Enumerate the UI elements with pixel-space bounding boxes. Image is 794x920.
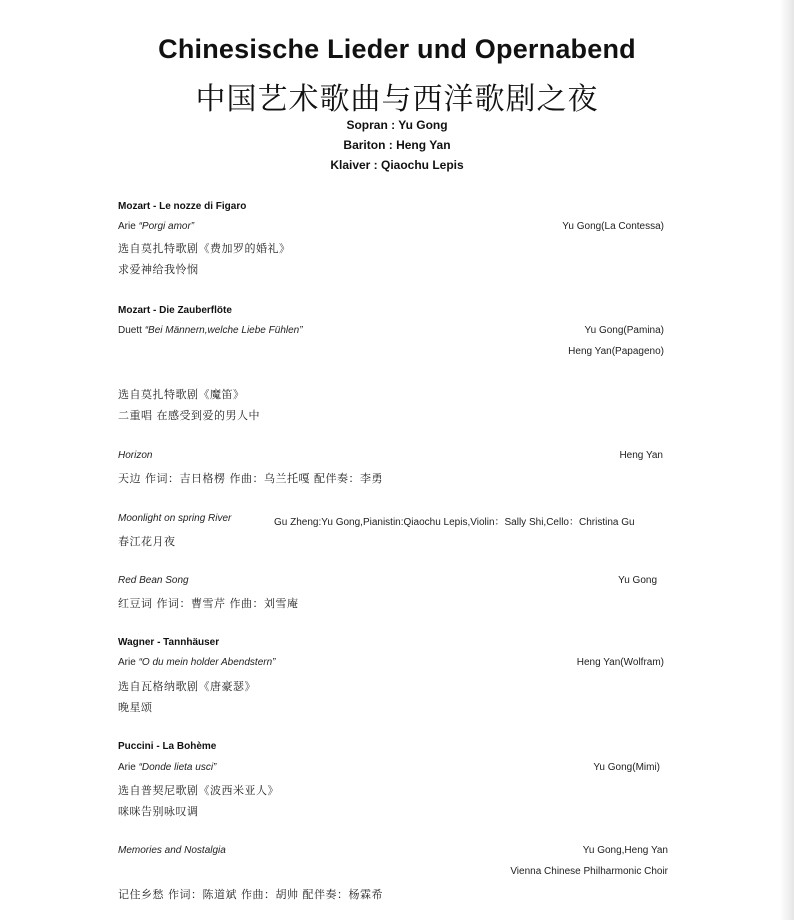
aria-name: “Porgi amor” [138,221,195,232]
chinese-description: 天边 作词：吉日格楞 作曲：乌兰托嘎 配伴奏：李勇 [118,472,383,485]
piece-title: Memories and Nostalgia [118,845,226,856]
piece-title: Arie “Porgi amor” [118,221,195,232]
performer: Heng Yan(Papageno) [568,346,664,357]
program-heading: Puccini - La Bohème [118,741,217,752]
piece-title: Arie “Donde lieta usci” [118,762,217,773]
chinese-subtitle: 求爱神给我怜悯 [118,263,199,276]
performer: Yu Gong(La Contessa) [562,221,664,232]
performer: Gu Zheng:Yu Gong,Pianistin:Qiaochu Lepis,Violin：Sally Shi,Cello：Christina Gu [274,517,635,528]
chinese-description: 选自普契尼歌剧《波西米亚人》 [118,784,279,797]
program-heading: Mozart - Die Zauberflöte [118,305,232,316]
chinese-description: 选自瓦格纳歌剧《唐豪瑟》 [118,680,256,693]
performer: Heng Yan [619,450,663,461]
chinese-description: 春江花月夜 [118,535,176,548]
chinese-subtitle: 咪咪告别咏叹调 [118,805,199,818]
piece-title: Moonlight on spring River [118,513,232,524]
performer: Vienna Chinese Philharmonic Choir [510,866,668,877]
program-heading: Wagner - Tannhäuser [118,637,220,648]
performer: Yu Gong(Mimi) [593,762,660,773]
credit-soprano: Sopran : Yu Gong [346,118,448,132]
piece-title: Horizon [118,450,153,461]
piece-title: Duett “Bei Männern,welche Liebe Fühlen” [118,325,303,336]
credit-piano: Klaiver : Qiaochu Lepis [330,158,464,172]
chinese-description: 红豆词 作词：曹雪芹 作曲：刘雪庵 [118,597,299,610]
performer: Yu Gong,Heng Yan [582,845,668,856]
credit-baritone: Bariton : Heng Yan [343,138,451,152]
aria-name: “O du mein holder Abendstern” [138,657,276,668]
aria-name: “Donde lieta usci” [138,762,217,773]
performer: Yu Gong [618,575,657,586]
chinese-description: 选自莫扎特歌剧《费加罗的婚礼》 [118,242,291,255]
program-heading: Mozart - Le nozze di Figaro [118,201,247,212]
chinese-subtitle: 晚星颂 [118,701,153,714]
chinese-subtitle: 二重唱 在感受到爱的男人中 [118,409,260,422]
title-german: Chinesische Lieder und Opernabend [158,34,636,64]
piece-title: Arie “O du mein holder Abendstern” [118,657,276,668]
performer: Heng Yan(Wolfram) [576,657,664,668]
title-chinese: 中国艺术歌曲与西洋歌剧之夜 [195,82,599,117]
piece-title: Red Bean Song [118,575,189,586]
chinese-description: 选自莫扎特歌剧《魔笛》 [118,388,245,401]
aria-name: “Bei Männern,welche Liebe Fühlen” [144,325,303,336]
chinese-description: 记住乡愁 作词：陈道斌 作曲：胡帅 配伴奏：杨霖希 [118,888,383,901]
performer: Yu Gong(Pamina) [584,325,664,336]
